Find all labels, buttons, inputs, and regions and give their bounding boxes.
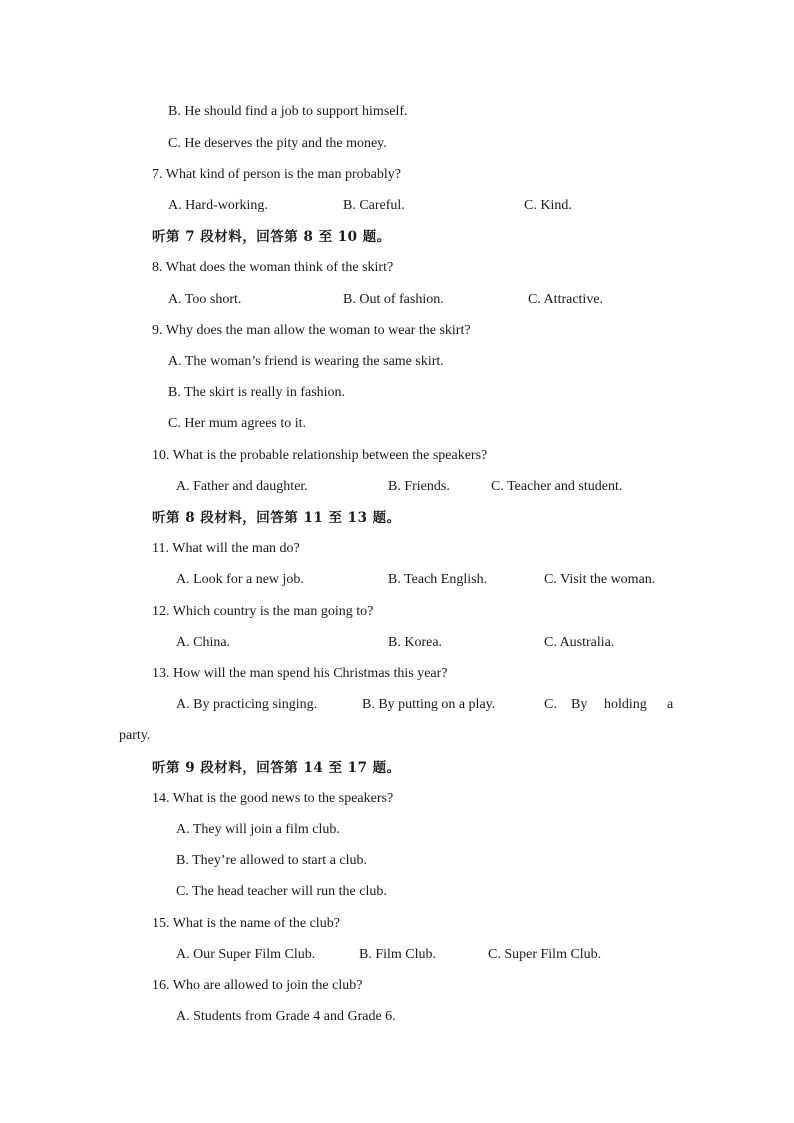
q16-question: 16. Who are allowed to join the club?	[152, 978, 363, 993]
q7-option-a: A. Hard-working.	[168, 198, 268, 213]
q12-option-a: A. China.	[176, 635, 231, 650]
q13-option-b: B. By putting on a play.	[362, 697, 496, 712]
q10-option-a: A. Father and daughter.	[176, 479, 308, 494]
q6-option-c: C. He deserves the pity and the money.	[168, 136, 387, 151]
q15-question: 15. What is the name of the club?	[152, 916, 340, 931]
q8-option-c: C. Attractive.	[528, 292, 604, 307]
q8-question: 8. What does the woman think of the skirt?	[152, 260, 394, 275]
section-8-heading: 听第 8 段材料，回答第 11 至 13 题。	[152, 510, 401, 526]
q15-option-c: C. Super Film Club.	[488, 947, 602, 962]
q12-option-c: C. Australia.	[544, 635, 615, 650]
q10-option-c: C. Teacher and student.	[491, 479, 623, 494]
q13-option-c-word-2: holding	[604, 697, 647, 712]
q14-question: 14. What is the good news to the speakers?	[152, 791, 394, 806]
q14-option-b: B. They’re allowed to start a club.	[176, 853, 368, 868]
q8-option-a: A. Too short.	[168, 292, 242, 307]
q13-question: 13. How will the man spend his Christmas this year?	[152, 666, 448, 681]
section-7-heading: 听第 7 段材料，回答第 8 至 10 题。	[152, 229, 391, 245]
q7-option-b: B. Careful.	[343, 198, 405, 213]
section-9-heading: 听第 9 段材料，回答第 14 至 17 题。	[152, 760, 401, 776]
q7-option-c: C. Kind.	[524, 198, 572, 213]
q15-option-b: B. Film Club.	[359, 947, 437, 962]
q11-option-a: A. Look for a new job.	[176, 572, 304, 587]
q8-option-b: B. Out of fashion.	[343, 292, 444, 307]
q14-option-c: C. The head teacher will run the club.	[176, 884, 387, 899]
q13-option-c-label: C.	[544, 697, 557, 712]
q10-option-b: B. Friends.	[388, 479, 450, 494]
q9-option-a: A. The woman’s friend is wearing the same skirt.	[168, 354, 444, 369]
q12-question: 12. Which country is the man going to?	[152, 604, 374, 619]
q6-option-b: B. He should find a job to support himself.	[168, 104, 408, 119]
q12-option-b: B. Korea.	[388, 635, 443, 650]
q15-option-a: A. Our Super Film Club.	[176, 947, 316, 962]
q9-question: 9. Why does the man allow the woman to wear the skirt?	[152, 323, 471, 338]
q13-option-c-wrap: party.	[119, 728, 151, 743]
q9-option-b: B. The skirt is really in fashion.	[168, 385, 346, 400]
q11-option-b: B. Teach English.	[388, 572, 488, 587]
q14-option-a: A. They will join a film club.	[176, 822, 340, 837]
q13-option-c-word-1: By	[571, 697, 588, 712]
q11-option-c: C. Visit the woman.	[544, 572, 656, 587]
q16-option-a: A. Students from Grade 4 and Grade 6.	[176, 1009, 396, 1024]
q11-question: 11. What will the man do?	[152, 541, 300, 556]
q13-option-a: A. By practicing singing.	[176, 697, 318, 712]
q10-question: 10. What is the probable relationship between the speakers?	[152, 448, 488, 463]
q9-option-c: C. Her mum agrees to it.	[168, 416, 307, 431]
q13-option-c-word-3: a	[667, 697, 674, 712]
q7-question: 7. What kind of person is the man probably?	[152, 167, 401, 182]
